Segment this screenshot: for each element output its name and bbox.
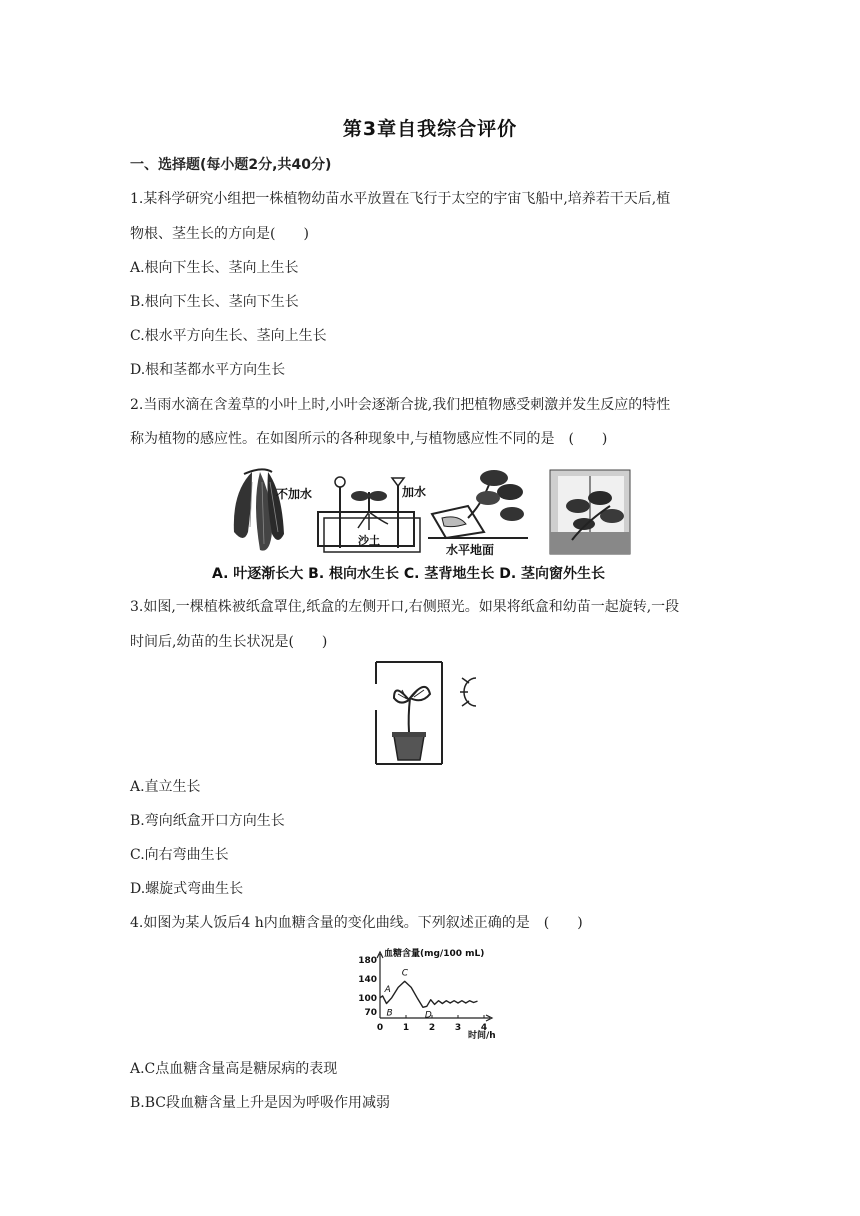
chart-ylabel: 血糖含量(mg/100 mL)	[384, 949, 485, 959]
point-label-d: D	[424, 1010, 432, 1021]
q3-option-a: A.直立生长	[130, 779, 201, 795]
section-heading: 一、选择题(每小题2分,共40分)	[130, 157, 332, 173]
point-label-c: C	[401, 968, 408, 979]
q4-option-a: A.C点血糖含量高是糖尿病的表现	[130, 1061, 338, 1077]
x-tick-label: 0	[376, 1023, 384, 1033]
q3-box-figure	[372, 660, 502, 766]
x-tick-label: 3	[454, 1023, 462, 1033]
q1-option-d: D.根和茎都水平方向生长	[130, 362, 286, 378]
page-title: 第3章自我综合评价	[342, 118, 518, 140]
y-tick-label: 140	[358, 974, 377, 985]
stem-upward-pot-image	[428, 470, 528, 557]
q1-stem-line1: 1.某科学研究小组把一株植物幼苗水平放置在飞行于太空的宇宙飞船中,培养若干天后,植	[130, 191, 671, 207]
q2-stem-line2: 称为植物的感应性。在如图所示的各种现象中,与植物感应性不同的是 ( )	[130, 431, 608, 447]
blood-sugar-curve	[380, 981, 478, 1007]
q2-stem-line1: 2.当雨水滴在含羞草的小叶上时,小叶会逐渐合拢,我们把植物感受刺激并发生反应的特性	[130, 397, 671, 413]
q1-stem-line2: 物根、茎生长的方向是( )	[130, 226, 309, 242]
ground-label: 水平地面	[446, 543, 495, 557]
y-tick-label: 70	[364, 1008, 377, 1018]
stem-window-photo-image	[550, 470, 630, 554]
add-water-label: 加水	[402, 485, 427, 499]
blood-sugar-chart	[350, 942, 520, 1046]
point-label-a: A	[384, 984, 391, 995]
chart-axes	[377, 952, 492, 1021]
q1-option-b: B.根向下生长、茎向下生长	[130, 294, 299, 310]
sand-label: 沙土	[358, 534, 380, 547]
y-tick-label: 100	[358, 993, 377, 1004]
x-tick-label: 1	[402, 1023, 410, 1033]
q4-option-b: B.BC段血糖含量上升是因为呼吸作用减弱	[130, 1095, 390, 1111]
q2-figure-caption: A. 叶逐渐长大 B. 根向水生长 C. 茎背地生长 D. 茎向窗外生长	[212, 566, 606, 582]
chart-xlabel: 时间/h	[468, 1031, 496, 1041]
leaves-growing-image	[234, 469, 284, 550]
x-tick-label: 4	[480, 1023, 488, 1033]
sun-icon	[460, 678, 476, 706]
q1-option-a: A.根向下生长、茎向上生长	[130, 260, 299, 276]
x-tick-label: 2	[428, 1023, 436, 1033]
point-label-b: B	[386, 1008, 393, 1019]
q1-option-c: C.根水平方向生长、茎向上生长	[130, 328, 327, 344]
q4-stem: 4.如图为某人饭后4 h内血糖含量的变化曲线。下列叙述正确的是 ( )	[130, 915, 583, 931]
q3-option-b: B.弯向纸盒开口方向生长	[130, 813, 285, 829]
y-tick-label: 180	[358, 956, 377, 966]
q2-figure	[222, 462, 652, 562]
seedling-pot-image	[392, 687, 430, 760]
no-water-label: 不加水	[276, 487, 313, 501]
q3-option-c: C.向右弯曲生长	[130, 847, 229, 863]
q3-stem-line2: 时间后,幼苗的生长状况是( )	[130, 634, 328, 650]
q3-stem-line1: 3.如图,一棵植株被纸盒罩住,纸盒的左侧开口,右侧照光。如果将纸盒和幼苗一起旋转,一段	[130, 599, 680, 615]
q3-option-d: D.螺旋式弯曲生长	[130, 881, 244, 897]
root-water-tank-image	[276, 477, 426, 552]
